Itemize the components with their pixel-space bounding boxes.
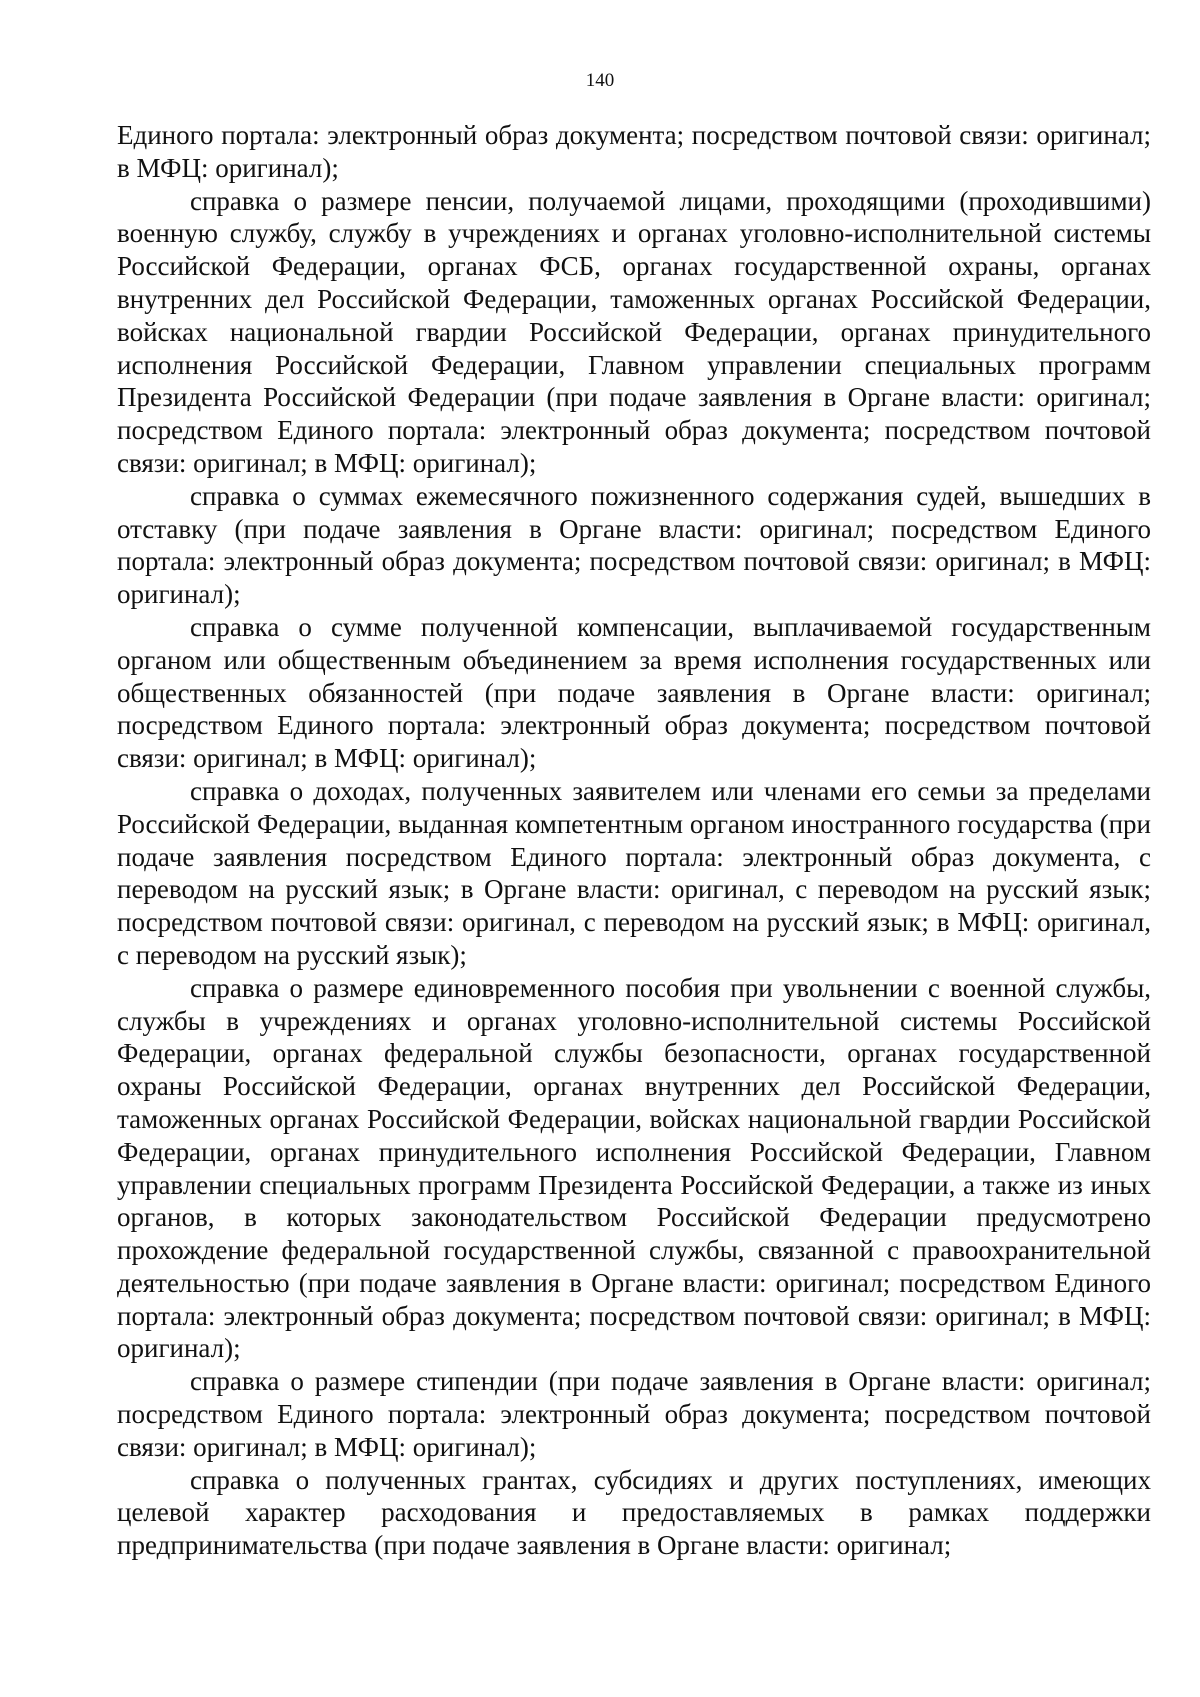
page-number: 140 <box>585 70 615 91</box>
paragraph-severance-allowance-certificate: справка о размере единовременного пособия при увольнении с военной службы, службы в учреждениях и органах уголовно-исполнительной системы Российской Федерации, органах федеральной службы безопасности, органах государственной охраны Российской Федерации, органах внутренних дел Российской Федерации, таможенных органах Российской Федерации, войсках национальной гвардии Российской Федерации, органах принудительного исполнения Российской Федерации, Главном управлении специальных программ Президента Российской Федерации, а также из иных органов, в которых законодательством Российской Федерации предусмотрено прохождение федеральной государственной службы, связанной с правоохранительной деятельностью (при подаче заявления в Органе власти: оригинал; посредством Единого портала: электронный образ документа; посредством почтовой связи: оригинал; в МФЦ: оригинал); <box>117 972 1151 1364</box>
document-body <box>117 119 1151 1562</box>
paragraph-pension-certificate: справка о размере пенсии, получаемой лицами, проходящими (проходившими) военную службу, службу в учреждениях и органах уголовно-исполнительной системы Российской Федерации, органах ФСБ, органах государственной охраны, органах внутренних дел Российской Федерации, таможенных органах Российской Федерации, войсках национальной гвардии Российской Федерации, органах принудительного исполнения Российской Федерации, Главном управлении специальных программ Президента Российской Федерации (при подаче заявления в Органе власти: оригинал; посредством Единого портала: электронный образ документа; посредством почтовой связи: оригинал; в МФЦ: оригинал); <box>117 185 1151 478</box>
paragraph-judges-allowance-certificate: справка о суммах ежемесячного пожизненного содержания судей, вышедших в отставку (при подаче заявления в Органе власти: оригинал; посредством Единого портала: электронный образ документа; посредством почтовой связи: оригинал; в МФЦ: оригинал); <box>117 480 1151 610</box>
paragraph-scholarship-certificate: справка о размере стипендии (при подаче заявления в Органе власти: оригинал; посредством Единого портала: электронный образ документа; посредством почтовой связи: оригинал; в МФЦ: оригинал); <box>117 1366 1151 1462</box>
paragraph-continuation: Единого портала: электронный образ документа; посредством почтовой связи: оригинал; в МФЦ: оригинал); <box>117 120 1151 183</box>
paragraph-compensation-certificate: справка о сумме полученной компенсации, выплачиваемой государственным органом или общественным объединением за время исполнения государственных или общественных обязанностей (при подаче заявления в Органе власти: оригинал; посредством Единого портала: электронный образ документа; посредством почтовой связи: оригинал; в МФЦ: оригинал); <box>117 611 1151 774</box>
paragraph-foreign-income-certificate: справка о доходах, полученных заявителем или членами его семьи за пределами Российской Федерации, выданная компетентным органом иностранного государства (при подаче заявления посредством Единого портала: электронный образ документа, с переводом на русский язык; в Органе власти: оригинал, с переводом на русский язык; посредством почтовой связи: оригинал, с переводом на русский язык; в МФЦ: оригинал, с переводом на русский язык); <box>117 775 1151 970</box>
paragraph-grants-certificate: справка о полученных грантах, субсидиях и других поступлениях, имеющих целевой характер расходования и предоставляемых в рамках поддержки предпринимательства (при подаче заявления в Органе власти: оригинал; <box>117 1464 1151 1561</box>
